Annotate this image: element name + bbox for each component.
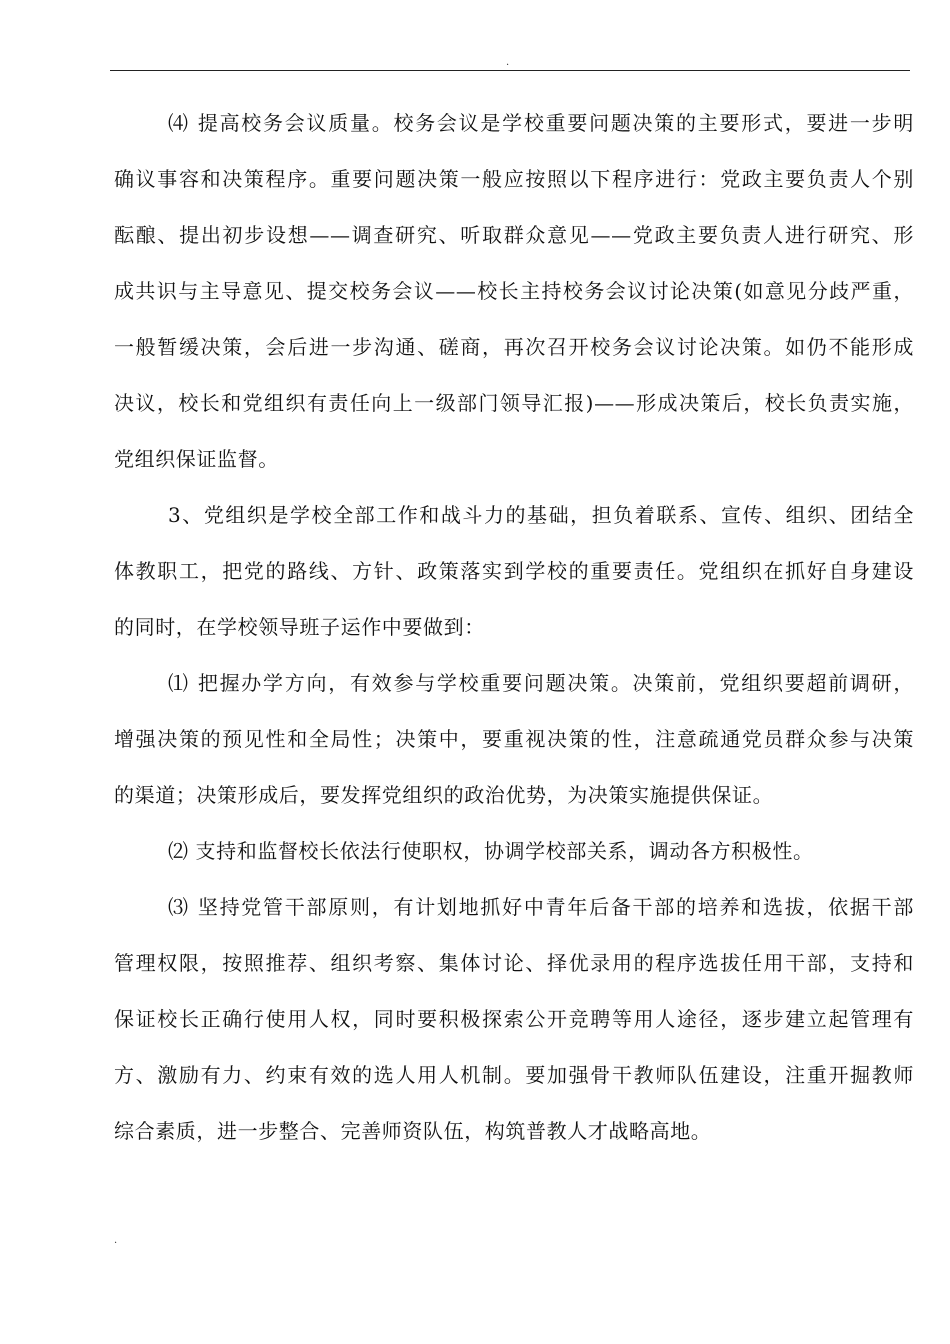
paragraph-line: 体教职工，把党的路线、方针、政策落实到学校的重要责任。党组织在抓好自身建设: [114, 559, 914, 583]
paragraph-line: 方、激励有力、约束有效的选人用人机制。要加强骨干教师队伍建设，注重开掘教师: [114, 1063, 914, 1087]
paragraph-line: 的同时，在学校领导班子运作中要做到：: [114, 615, 485, 639]
paragraph-item-3: [114, 887, 914, 1167]
paragraph-line: 综合素质，进一步整合、完善师资队伍，构筑普教人才战略高地。: [114, 1119, 712, 1143]
paragraph-line: ⑷ 提高校务会议质量。校务会议是学校重要问题决策的主要形式，要进一步明: [168, 111, 914, 135]
paragraph-line: 党组织保证监督。: [114, 447, 279, 471]
paragraph-line: 增强决策的预见性和全局性；决策中，要重视决策的性，注意疏通党员群众参与决策: [114, 727, 914, 751]
paragraph-line: ⑵ 支持和监督校长依法行使职权，协调学校部关系，调动各方积极性。: [168, 839, 814, 863]
paragraph-section-3: [114, 495, 914, 663]
header-rule: [110, 70, 910, 71]
paragraph-line: 3、党组织是学校全部工作和战斗力的基础，担负着联系、宣传、组织、团结全: [168, 503, 914, 527]
paragraph-item-4: [114, 103, 914, 495]
paragraph-line: 确议事容和决策程序。重要问题决策一般应按照以下程序进行：党政主要负责人个别: [114, 167, 914, 191]
document-body: [114, 103, 914, 1167]
paragraph-line: 的渠道；决策形成后，要发挥党组织的政治优势，为决策实施提供保证。: [114, 783, 774, 807]
paragraph-line: 成共识与主导意见、提交校务会议——校长主持校务会议讨论决策(如意见分歧严重，: [114, 279, 914, 303]
paragraph-line: 一般暂缓决策，会后进一步沟通、磋商，再次召开校务会议讨论决策。如仍不能形成: [114, 335, 914, 359]
paragraph-line: ⑴ 把握办学方向，有效参与学校重要问题决策。决策前，党组织要超前调研，: [168, 671, 914, 695]
paragraph-line: 酝酿、提出初步设想——调查研究、听取群众意见——党政主要负责人进行研究、形: [114, 223, 914, 247]
footer-dot: .: [114, 1235, 118, 1246]
paragraph-line: 保证校长正确行使用人权，同时要积极探索公开竞聘等用人途径，逐步建立起管理有: [114, 1007, 914, 1031]
paragraph-item-2: [114, 831, 914, 887]
paragraph-line: 决议，校长和党组织有责任向上一级部门领导汇报)——形成决策后，校长负责实施，: [114, 391, 914, 415]
paragraph-line: ⑶ 坚持党管干部原则，有计划地抓好中青年后备干部的培养和选拔，依据干部: [168, 895, 914, 919]
header-dot: .: [506, 57, 510, 68]
paragraph-line: 管理权限，按照推荐、组织考察、集体讨论、择优录用的程序选拔任用干部，支持和: [114, 951, 914, 975]
paragraph-item-1: [114, 663, 914, 831]
